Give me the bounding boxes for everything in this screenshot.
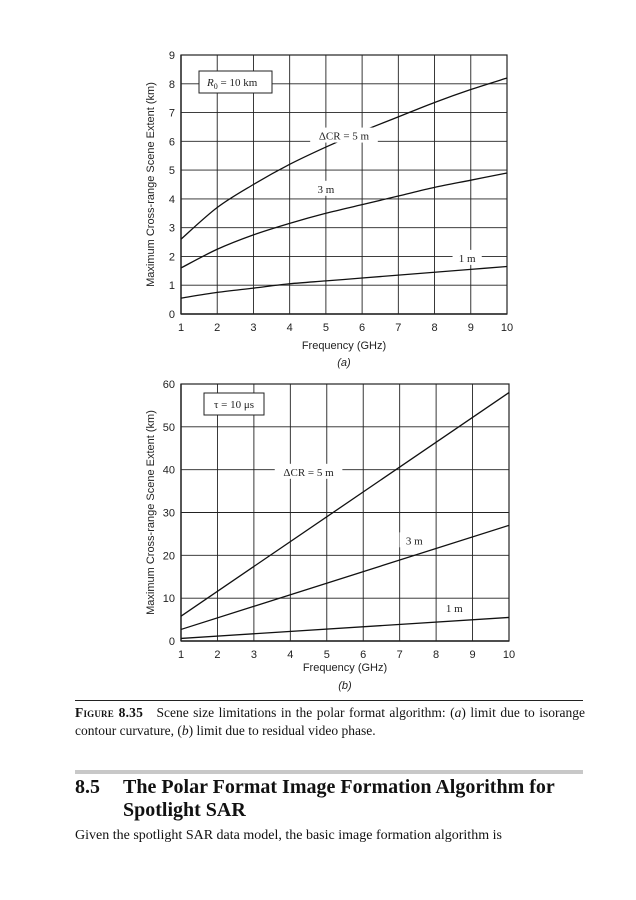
y-tick-label: 6 <box>168 136 175 149</box>
x-tick-label: 4 <box>287 649 294 661</box>
panel-label: (a) <box>337 357 351 369</box>
panel-label: (b) <box>338 680 352 692</box>
series-line-3 <box>181 617 509 638</box>
section-number: 8.5 <box>75 776 100 798</box>
section-title-line1: The Polar Format Image Formation Algorithm for <box>123 776 555 798</box>
y-axis-title: Maximum Cross-range Scene Extent (km) <box>145 410 157 615</box>
x-tick-label: 7 <box>396 649 403 661</box>
curve-label: 1 m <box>458 252 476 265</box>
parameter-label-rest: = 10 km <box>217 77 258 89</box>
body-paragraph: Given the spotlight SAR data model, the basic image formation algorithm is <box>75 828 502 843</box>
parameter-label: τ = 10 μs <box>213 399 255 411</box>
y-tick-label: 0 <box>168 636 175 648</box>
y-tick-label: 4 <box>168 193 175 206</box>
y-tick-label: 10 <box>162 593 175 606</box>
x-tick-label: 6 <box>359 322 366 334</box>
y-tick-label: 9 <box>168 50 175 62</box>
y-tick-label: 5 <box>168 165 175 178</box>
x-tick-label: 10 <box>500 322 514 334</box>
y-tick-label: 8 <box>168 78 175 91</box>
y-axis-title: Maximum Cross-range Scene Extent (km) <box>145 82 157 287</box>
parameter-label-main: R <box>207 77 214 89</box>
x-tick-label: 1 <box>177 649 185 661</box>
x-tick-label: 7 <box>395 322 402 334</box>
y-tick-label: 20 <box>162 550 175 563</box>
y-tick-label: 50 <box>162 421 175 434</box>
chart-b <box>145 379 515 692</box>
y-tick-label: 3 <box>168 222 175 235</box>
series-line-1 <box>181 78 507 239</box>
x-tick-label: 6 <box>360 649 367 661</box>
y-tick-label: 7 <box>168 107 175 120</box>
x-tick-label: 2 <box>214 649 221 661</box>
figure-caption: Figure 8.35 Scene size limitations in the polar format algorithm: (a) limit due to isorange contour curvature, (b) limit due to residual video phase. <box>75 705 585 738</box>
y-tick-label: 40 <box>162 464 175 477</box>
section-title-line2: Spotlight SAR <box>123 799 246 821</box>
x-axis-title: Frequency (GHz) <box>302 662 388 674</box>
y-tick-label: 30 <box>162 507 175 520</box>
y-tick-label: 1 <box>168 280 175 293</box>
curve-label: ΔCR = 5 m <box>283 466 334 479</box>
series-line-1 <box>181 393 509 617</box>
x-tick-label: 9 <box>469 649 476 661</box>
y-tick-label: 0 <box>168 309 175 321</box>
x-tick-label: 5 <box>323 649 330 661</box>
x-tick-label: 3 <box>250 322 257 334</box>
x-tick-label: 10 <box>502 649 516 661</box>
caption-top-rule <box>75 700 583 701</box>
x-tick-label: 8 <box>431 322 438 334</box>
curve-label: 3 m <box>317 183 335 196</box>
section-rule <box>75 770 583 774</box>
x-axis-title: Frequency (GHz) <box>301 340 387 352</box>
curve-label: 1 m <box>445 603 463 616</box>
x-tick-label: 1 <box>177 322 185 334</box>
section-heading <box>75 776 595 822</box>
x-tick-label: 9 <box>467 322 474 334</box>
series-line-3 <box>181 267 507 299</box>
curve-label: 3 m <box>405 535 423 548</box>
y-tick-label: 2 <box>168 251 175 264</box>
curve-label: ΔCR = 5 m <box>318 130 370 143</box>
parameter-label-sub: 0 <box>213 82 218 91</box>
x-tick-label: 3 <box>250 649 257 661</box>
chart-a <box>145 50 513 369</box>
y-tick-label: 60 <box>162 379 175 391</box>
x-tick-label: 4 <box>286 322 293 334</box>
x-tick-label: 2 <box>214 322 221 334</box>
x-tick-label: 8 <box>433 649 440 661</box>
caption-label: Figure 8.35 <box>75 705 144 720</box>
x-tick-label: 5 <box>322 322 329 334</box>
